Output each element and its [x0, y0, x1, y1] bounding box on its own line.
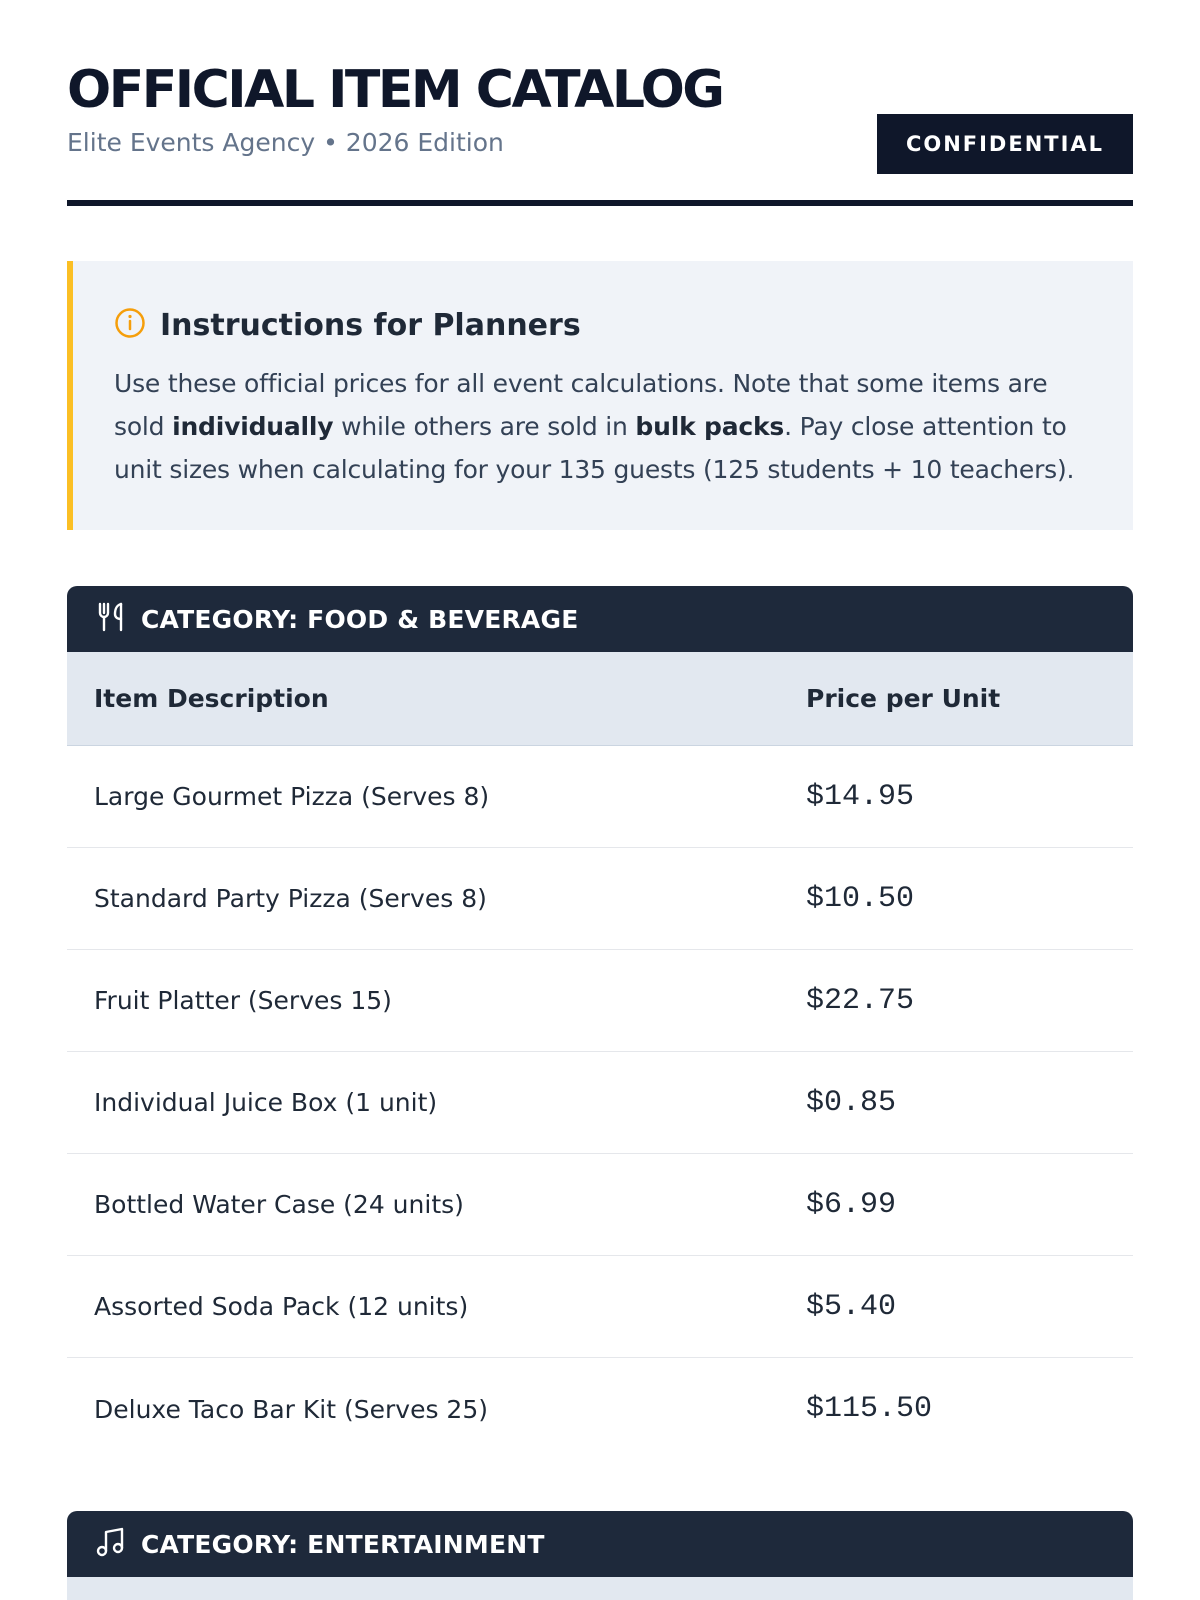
table-row — [67, 1256, 1133, 1358]
table-row — [67, 848, 1133, 950]
item-price: $10.50 — [806, 881, 915, 916]
table-header — [67, 1577, 1133, 1600]
instructions-notice — [67, 261, 1133, 530]
header-divider — [67, 200, 1133, 206]
category-title: CATEGORY: ENTERTAINMENT — [141, 1529, 545, 1559]
item-description: Bottled Water Case (24 units) — [94, 1190, 464, 1219]
item-price: $115.50 — [806, 1392, 933, 1426]
category-header — [67, 586, 1133, 652]
item-description: Assorted Soda Pack (12 units) — [94, 1292, 469, 1321]
category-entertainment — [67, 1511, 1133, 1600]
category-title: CATEGORY: FOOD & BEVERAGE — [141, 604, 579, 634]
item-price: $22.75 — [806, 983, 915, 1018]
catalog-header — [67, 60, 1133, 157]
item-price: $14.95 — [806, 779, 915, 814]
notice-body: Use these official prices for all event calculations. Note that some items are sold individually while others are sold in bulk packs. Pay close attention to unit sizes when calculating for your 135 guests (125 students + 10 teachers). — [114, 369, 1075, 484]
category-header — [67, 1511, 1133, 1577]
table-row — [67, 950, 1133, 1052]
item-price: $0.85 — [806, 1085, 897, 1120]
utensils-icon — [95, 601, 127, 638]
item-description: Large Gourmet Pizza (Serves 8) — [94, 782, 490, 811]
item-price: $5.40 — [806, 1289, 897, 1324]
table-row — [67, 1358, 1133, 1460]
table-row — [67, 1052, 1133, 1154]
column-header-description: Item Description — [94, 684, 329, 713]
page-subtitle: Elite Events Agency • 2026 Edition — [67, 128, 504, 157]
table-body — [67, 746, 1133, 1460]
music-icon — [95, 1526, 127, 1563]
item-description: Fruit Platter (Serves 15) — [94, 986, 392, 1015]
confidential-badge: CONFIDENTIAL — [877, 114, 1133, 174]
category-food-beverage — [67, 586, 1133, 1460]
item-description: Standard Party Pizza (Serves 8) — [94, 884, 487, 913]
page-title: OFFICIAL ITEM CATALOG — [67, 60, 723, 120]
emphasis-individually: individually — [172, 412, 334, 441]
notice-title: Instructions for Planners — [160, 308, 581, 343]
item-description: Deluxe Taco Bar Kit (Serves 25) — [94, 1394, 488, 1424]
emphasis-bulk-packs: bulk packs — [635, 412, 785, 441]
table-row — [67, 746, 1133, 848]
column-header-price: Price per Unit — [806, 684, 1001, 713]
info-icon — [114, 307, 146, 344]
table-row — [67, 1154, 1133, 1256]
item-price: $6.99 — [806, 1187, 897, 1222]
item-description: Individual Juice Box (1 unit) — [94, 1088, 438, 1117]
table-header — [67, 652, 1133, 746]
